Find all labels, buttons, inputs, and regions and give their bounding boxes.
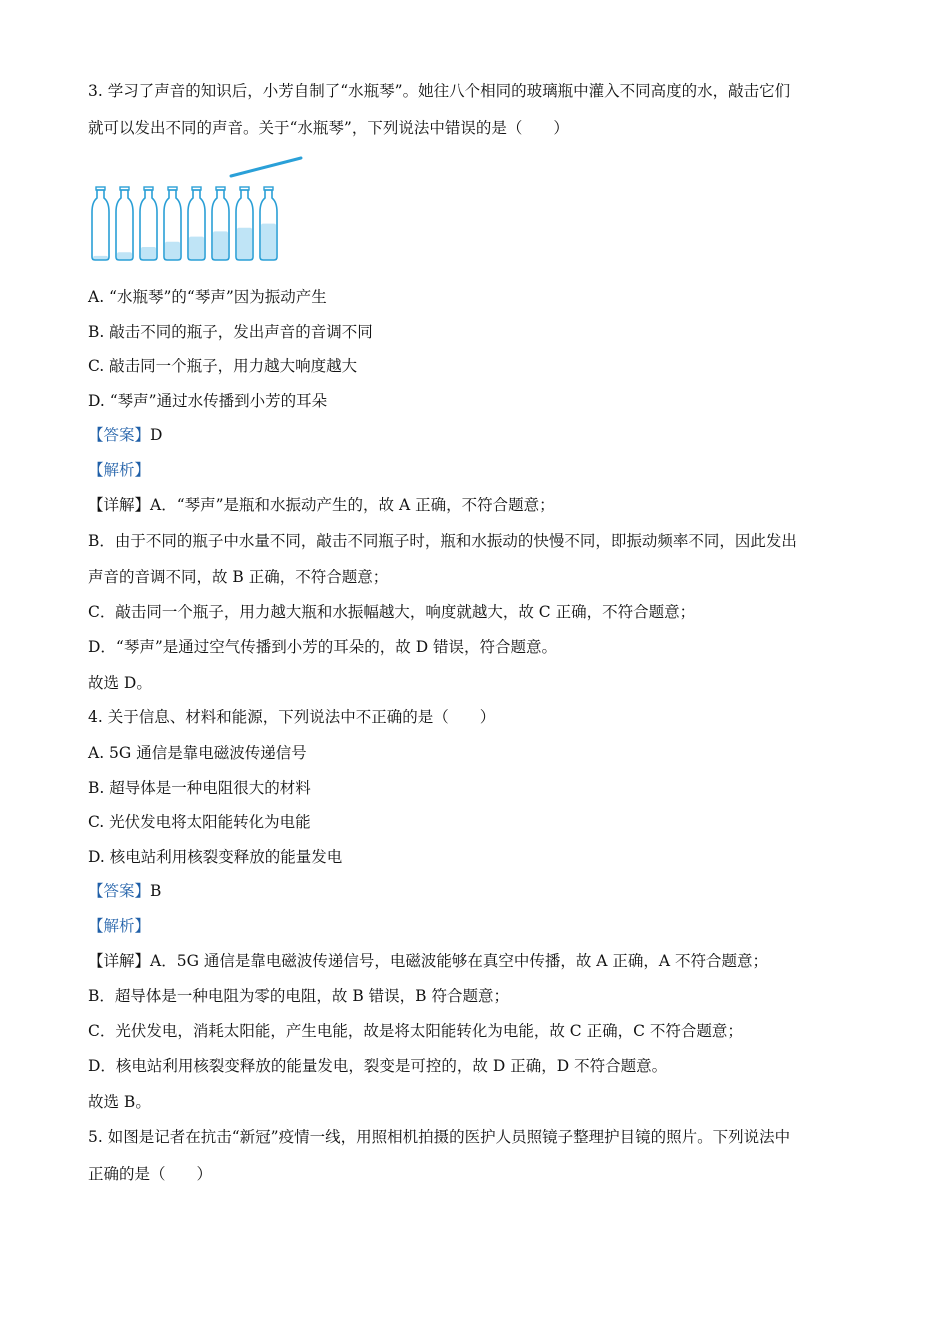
q3-analysis-label: 【解析】	[88, 461, 151, 479]
water-bottle-xylophone-figure	[88, 152, 308, 267]
striking-stick	[231, 158, 301, 176]
q3-stem-line-2: 就可以发出不同的声音。关于“水瓶琴”，下列说法中错误的是（ ）	[88, 119, 569, 137]
q3-option-a: A. “水瓶琴”的“琴声”因为振动产生	[88, 288, 327, 306]
q3-option-b: B. 敲击不同的瓶子，发出声音的音调不同	[88, 323, 373, 341]
bottle-water	[141, 247, 156, 260]
q4-answer	[88, 880, 161, 902]
q3-detail-d: D．“琴声”是通过空气传播到小芳的耳朵的，故 D 错误，符合题意。	[88, 638, 558, 656]
bottle-water	[261, 224, 276, 260]
bottle-rim	[192, 187, 201, 190]
q4-detail-d: D．核电站利用核裂变释放的能量发电，裂变是可控的，故 D 正确，D 不符合题意。	[88, 1057, 668, 1075]
q3-option-c: C. 敲击同一个瓶子，用力越大响度越大	[88, 357, 358, 375]
q4-option-b: B. 超导体是一种电阻很大的材料	[88, 779, 311, 797]
bottle-rim	[168, 187, 177, 190]
q4-analysis-label: 【解析】	[88, 917, 151, 935]
q3-conclusion: 故选 D。	[88, 674, 152, 692]
q3-stem-line-1: 3. 学习了声音的知识后，小芳自制了“水瓶琴”。她往八个相同的玻璃瓶中灌入不同高度的水，敲击它们	[88, 82, 791, 100]
q3-detail-b-2: 声音的音调不同，故 B 正确，不符合题意；	[88, 568, 389, 586]
q4-detail-c: C．光伏发电，消耗太阳能，产生电能，故是将太阳能转化为电能，故 C 正确，C 不符合题意；	[88, 1022, 743, 1040]
q3-option-d: D. “琴声”通过水传播到小芳的耳朵	[88, 392, 328, 410]
bottle-rim	[216, 187, 225, 190]
detail-text: A．“琴声”是瓶和水振动产生的，故 A 正确，不符合题意；	[150, 496, 555, 514]
detail-text: A．5G 通信是靠电磁波传递信号，电磁波能够在真空中传播，故 A 正确，A 不符合题意；	[150, 952, 769, 970]
q3-detail-b-1: B．由于不同的瓶子中水量不同，敲击不同瓶子时，瓶和水振动的快慢不同，即振动频率不同，因此发出	[88, 532, 797, 550]
q4-option-c: C. 光伏发电将太阳能转化为电能	[88, 813, 311, 831]
bottles-group	[92, 187, 277, 260]
q4-stem: 4. 关于信息、材料和能源，下列说法中不正确的是（ ）	[88, 708, 496, 726]
bottle-rim	[240, 187, 249, 190]
q5-stem-line-2: 正确的是（ ）	[88, 1165, 213, 1183]
bottle-water	[213, 231, 228, 260]
q4-conclusion: 故选 B。	[88, 1093, 151, 1111]
q5-stem-line-1: 5. 如图是记者在抗击“新冠”疫情一线，用照相机拍摄的医护人员照镜子整理护目镜的照片。下列说法中	[88, 1128, 791, 1146]
q4-option-d: D. 核电站利用核裂变释放的能量发电	[88, 848, 343, 866]
answer-value: D	[150, 426, 163, 444]
q3-answer	[88, 424, 162, 446]
answer-label: 【答案】	[88, 882, 151, 900]
bottle-water	[165, 242, 180, 260]
answer-label: 【答案】	[88, 426, 151, 444]
detail-label: 【详解】	[88, 952, 151, 970]
q4-option-a: A. 5G 通信是靠电磁波传递信号	[88, 744, 307, 762]
bottle-rim	[96, 187, 105, 190]
bottle-water	[189, 237, 204, 260]
q3-detail-a	[88, 494, 555, 516]
q4-detail-b: B．超导体是一种电阻为零的电阻，故 B 错误，B 符合题意；	[88, 987, 509, 1005]
glass-bottle	[116, 190, 133, 260]
bottle-rim	[144, 187, 153, 190]
glass-bottle	[92, 190, 109, 260]
bottle-water	[117, 252, 132, 260]
bottle-water	[237, 228, 252, 260]
q3-detail-c: C．敲击同一个瓶子，用力越大瓶和水振幅越大，响度就越大，故 C 正确，不符合题意；	[88, 603, 696, 621]
detail-label: 【详解】	[88, 496, 151, 514]
bottle-rim	[264, 187, 273, 190]
answer-value: B	[150, 882, 162, 900]
q4-detail-a	[88, 950, 768, 972]
bottle-rim	[120, 187, 129, 190]
